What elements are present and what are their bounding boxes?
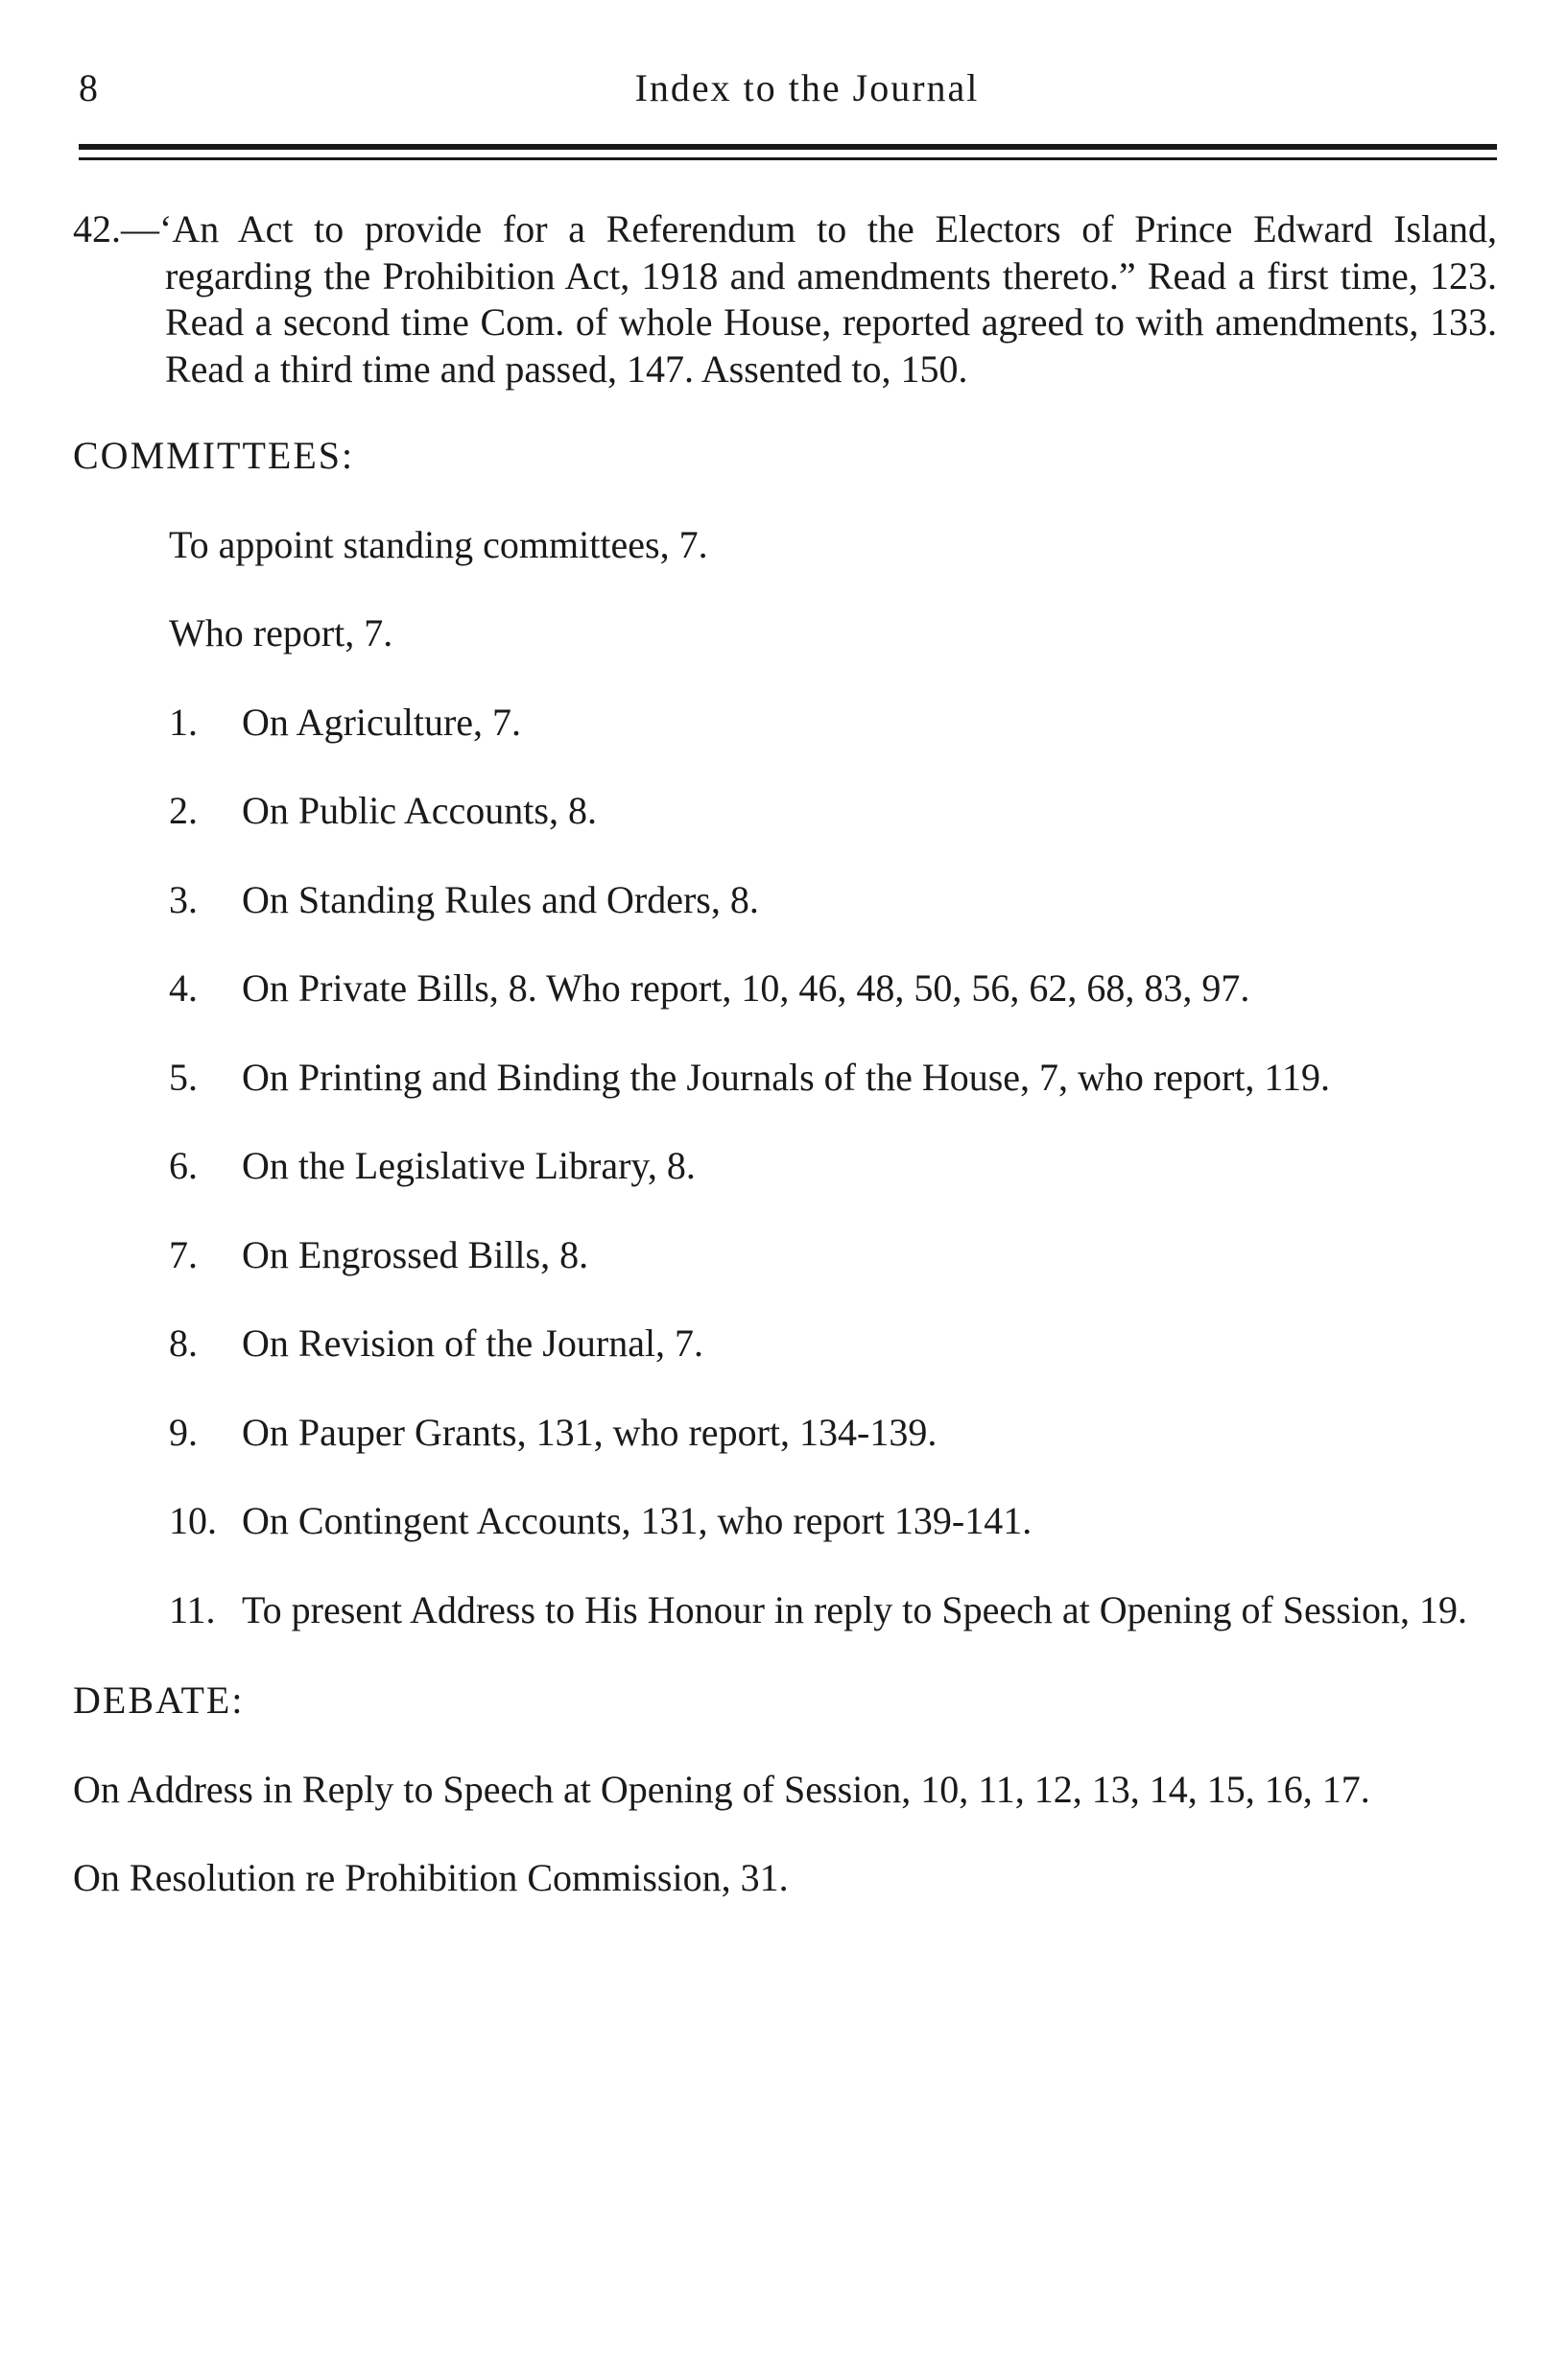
committee-item-text: On Engrossed Bills, 8.: [242, 1232, 589, 1276]
committee-item-number: 4.: [169, 966, 198, 1010]
committee-item-text: On Standing Rules and Orders, 8.: [242, 877, 759, 921]
committee-item: [73, 1498, 1497, 1545]
index-content: [73, 206, 1497, 1902]
header-rule-thick: [79, 144, 1497, 150]
committees-list: [73, 700, 1497, 1634]
committee-item: [73, 1321, 1497, 1368]
committees-who-report: Who report, 7.: [169, 611, 393, 654]
page-header: [79, 60, 1497, 117]
committee-item-text: On the Legislative Library, 8.: [242, 1144, 696, 1187]
committee-item-number: 3.: [169, 877, 198, 921]
page-number: 8: [79, 66, 98, 109]
committee-item: [73, 1232, 1497, 1279]
committee-item-number: 9.: [169, 1410, 198, 1454]
committee-item: [73, 1587, 1497, 1634]
bill-42-entry: 42.—‘An Act to provide for a Referendum to the Electors of Prince Edward Island, regarding the Prohibition Act, 1918 and amendments thereto.” Read a first time, 123. Read a second time Com. of whole House, reported agreed to with amendments, 133. Read a third time and passed, 147. Assented to, 150.: [73, 207, 1497, 391]
committee-item-number: 11.: [169, 1587, 216, 1631]
committee-item: [73, 1410, 1497, 1457]
running-title: Index to the Journal: [634, 66, 980, 109]
committee-item-text: On Agriculture, 7.: [242, 700, 522, 744]
committees-heading: COMMITTEES:: [73, 434, 355, 477]
committee-item-number: 8.: [169, 1321, 198, 1365]
committee-item-text: On Printing and Binding the Journals of the House, 7, who report, 119.: [242, 1055, 1330, 1099]
debate-item-resolution: On Resolution re Prohibition Commission, 31.: [73, 1856, 789, 1899]
committee-item-number: 2.: [169, 789, 198, 832]
committee-item-text: On Contingent Accounts, 131, who report 139-141.: [242, 1499, 1033, 1542]
committee-item-number: 1.: [169, 700, 198, 744]
committee-item-number: 7.: [169, 1232, 198, 1276]
committee-item-text: On Pauper Grants, 131, who report, 134-139.: [242, 1410, 938, 1454]
committee-item: [73, 788, 1497, 835]
committee-item: [73, 700, 1497, 747]
debate-heading: DEBATE:: [73, 1678, 245, 1722]
committee-item-number: 10.: [169, 1499, 217, 1542]
committee-item: [73, 965, 1497, 1012]
committee-item-text: On Public Accounts, 8.: [242, 789, 597, 832]
committee-item-number: 5.: [169, 1055, 198, 1099]
committees-appoint: To appoint standing committees, 7.: [169, 522, 708, 566]
committee-item-text: On Revision of the Journal, 7.: [242, 1321, 704, 1365]
committee-item: [73, 877, 1497, 924]
committee-item: [73, 1055, 1497, 1102]
committee-item-text: To present Address to His Honour in reply to Speech at Opening of Session, 19.: [242, 1587, 1468, 1631]
committee-item: [73, 1143, 1497, 1190]
debate-item-address: On Address in Reply to Speech at Opening of Session, 10, 11, 12, 13, 14, 15, 16, 17.: [73, 1767, 1370, 1811]
committee-item-text: On Private Bills, 8. Who report, 10, 46, 48, 50, 56, 62, 68, 83, 97.: [242, 966, 1250, 1010]
committee-item-number: 6.: [169, 1144, 198, 1187]
header-rule-thin: [79, 157, 1497, 160]
